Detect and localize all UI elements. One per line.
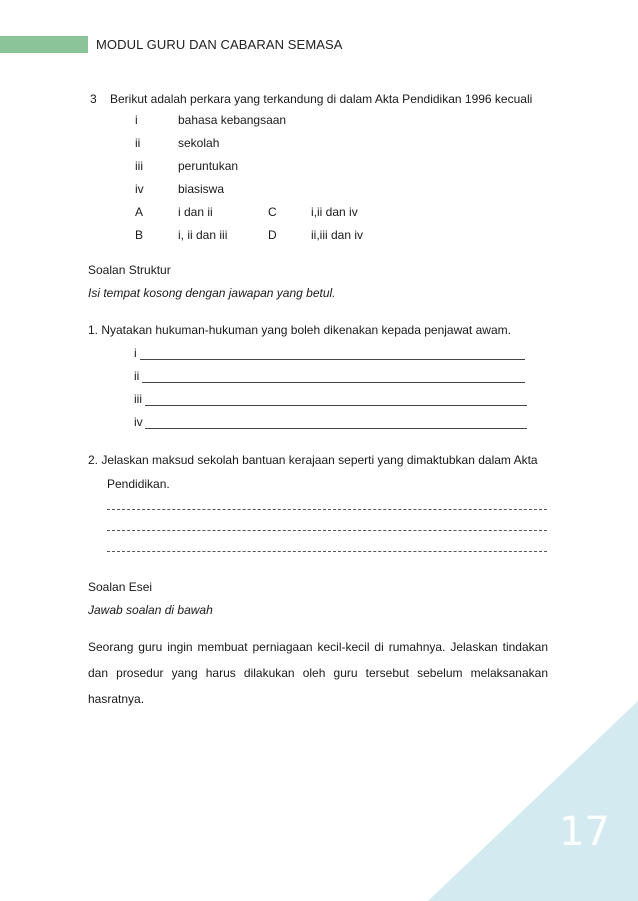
q3-option-letter: D [268,228,277,242]
section-instruction-struktur: Isi tempat kosong dengan jawapan yang betul. [88,286,336,300]
question-2-text: 2. Jelaskan maksud sekolah bantuan kerajaan seperti yang dimaktubkan dalam Akta [88,453,538,467]
question-3-number: 3 [90,92,97,106]
q3-option-text: i, ii dan iii [178,228,228,242]
answer-line [107,509,547,510]
section-heading-struktur: Soalan Struktur [88,263,171,277]
question-1-text: 1. Nyatakan hukuman-hukuman yang boleh dikenakan kepada penjawat awam. [88,323,511,337]
section-instruction-esei: Jawab soalan di bawah [88,603,213,617]
q3-option-letter: B [135,228,144,242]
answer-line [107,551,547,552]
q3-item-text: bahasa kebangsaan [178,113,287,127]
q3-option-text: i,ii dan iv [311,205,358,219]
q3-option-letter: C [268,205,277,219]
q3-option-text: i dan ii [178,205,213,219]
answer-line [140,359,525,360]
answer-line [107,530,547,531]
q3-item-roman: iv [135,182,144,196]
question-3-text: Berikut adalah perkara yang terkandung di dalam Akta Pendidikan 1996 kecuali [110,92,533,106]
q3-item-roman: ii [135,136,141,150]
page-corner-decoration [428,701,638,901]
q3-item-roman: i [135,113,138,127]
answer-line [145,428,527,429]
q3-item-text: biasiswa [178,182,225,196]
page-header-title: MODUL GURU DAN CABARAN SEMASA [96,37,343,52]
page-number: 17 [559,809,610,855]
blank-label: i [134,346,137,360]
blank-label: iii [134,392,142,406]
header-accent-bar [0,36,88,53]
q3-item-text: sekolah [178,136,220,150]
section-heading-esei: Soalan Esei [88,580,153,594]
question-2-text-continued: Pendidikan. [107,477,170,491]
blank-label: iv [134,415,143,429]
answer-line [145,405,527,406]
essay-question-text: Seorang guru ingin membuat perniagaan kecil-kecil di rumahnya. Jelaskan tindakan dan prosedur yang harus dilakukan oleh guru tersebut sebelum melaksanakan hasratnya. [88,640,548,706]
blank-label: ii [134,369,140,383]
q3-item-text: peruntukan [178,159,239,173]
answer-line [142,382,525,383]
q3-option-letter: A [135,205,144,219]
q3-option-text: ii,iii dan iv [311,228,364,242]
q3-item-roman: iii [135,159,143,173]
